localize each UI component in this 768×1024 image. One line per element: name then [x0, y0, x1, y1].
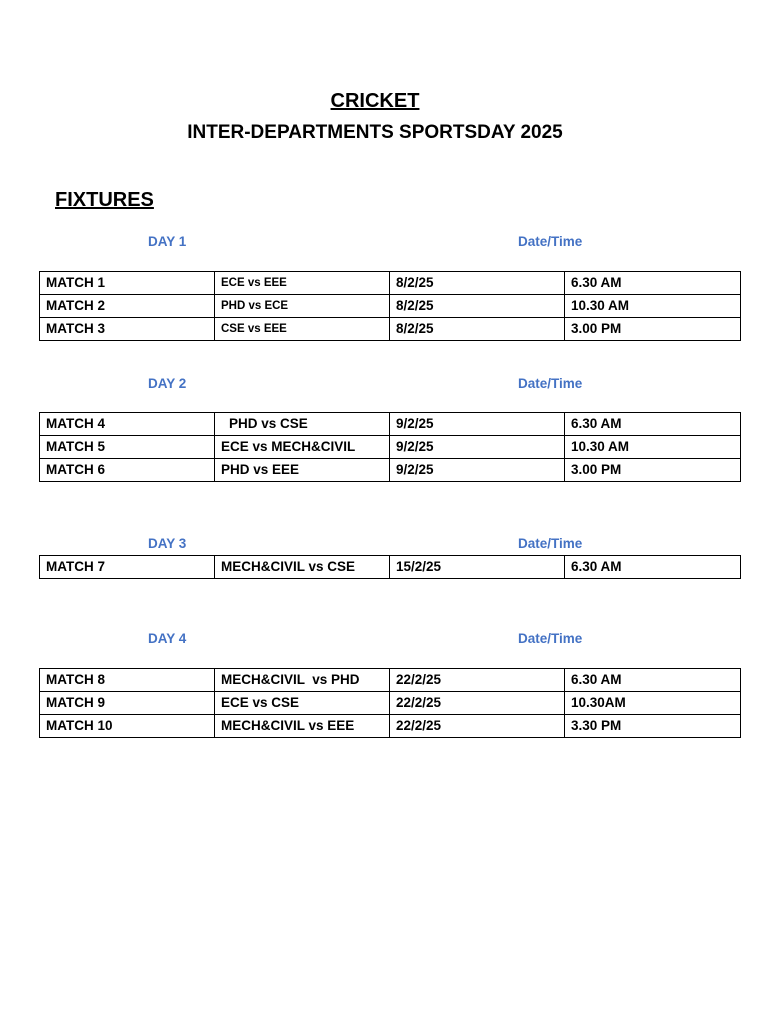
date-cell: 15/2/25 — [390, 556, 565, 579]
table-row — [40, 459, 741, 482]
match-cell: MATCH 2 — [40, 295, 215, 318]
day-2-label: DAY 2 — [148, 376, 187, 391]
teams-cell: MECH&CIVIL vs EEE — [215, 715, 390, 738]
day-1-label: DAY 1 — [148, 234, 187, 249]
day-3-label: DAY 3 — [148, 536, 187, 551]
day-1-fixtures-table — [39, 271, 741, 341]
match-cell: MATCH 7 — [40, 556, 215, 579]
date-cell: 22/2/25 — [390, 669, 565, 692]
document-subtitle: INTER-DEPARTMENTS SPORTSDAY 2025 — [187, 122, 563, 143]
teams-cell: ECE vs CSE — [215, 692, 390, 715]
section-heading-fixtures: FIXTURES — [55, 189, 154, 211]
date-cell: 22/2/25 — [390, 692, 565, 715]
table-row — [40, 272, 741, 295]
table-row — [40, 295, 741, 318]
teams-cell: ECE vs MECH&CIVIL — [215, 436, 390, 459]
match-cell: MATCH 1 — [40, 272, 215, 295]
time-cell: 6.30 AM — [565, 669, 741, 692]
match-cell: MATCH 6 — [40, 459, 215, 482]
match-cell: MATCH 9 — [40, 692, 215, 715]
teams-cell: MECH&CIVIL vs PHD — [215, 669, 390, 692]
teams-cell: ECE vs EEE — [215, 272, 390, 295]
table-row — [40, 669, 741, 692]
day-2-datetime-label: Date/Time — [518, 376, 583, 391]
match-cell: MATCH 3 — [40, 318, 215, 341]
teams-cell: PHD vs ECE — [215, 295, 390, 318]
time-cell: 3.00 PM — [565, 459, 741, 482]
date-cell: 9/2/25 — [390, 413, 565, 436]
date-cell: 8/2/25 — [390, 295, 565, 318]
day-3-fixtures-table — [39, 555, 741, 579]
day-2-fixtures-table — [39, 412, 741, 482]
time-cell: 3.30 PM — [565, 715, 741, 738]
match-cell: MATCH 8 — [40, 669, 215, 692]
day-4-fixtures-table — [39, 668, 741, 738]
teams-cell: PHD vs EEE — [215, 459, 390, 482]
table-row — [40, 556, 741, 579]
day-4-label: DAY 4 — [148, 631, 187, 646]
match-cell: MATCH 10 — [40, 715, 215, 738]
date-cell: 9/2/25 — [390, 459, 565, 482]
time-cell: 10.30 AM — [565, 436, 741, 459]
table-row — [40, 692, 741, 715]
table-row — [40, 318, 741, 341]
time-cell: 10.30AM — [565, 692, 741, 715]
time-cell: 10.30 AM — [565, 295, 741, 318]
day-1-datetime-label: Date/Time — [518, 234, 583, 249]
time-cell: 3.00 PM — [565, 318, 741, 341]
time-cell: 6.30 AM — [565, 272, 741, 295]
date-cell: 22/2/25 — [390, 715, 565, 738]
date-cell: 8/2/25 — [390, 318, 565, 341]
time-cell: 6.30 AM — [565, 413, 741, 436]
teams-cell: CSE vs EEE — [215, 318, 390, 341]
teams-cell: PHD vs CSE — [215, 413, 390, 436]
document-title: CRICKET — [330, 90, 420, 112]
date-cell: 9/2/25 — [390, 436, 565, 459]
match-cell: MATCH 5 — [40, 436, 215, 459]
date-cell: 8/2/25 — [390, 272, 565, 295]
time-cell: 6.30 AM — [565, 556, 741, 579]
table-row — [40, 436, 741, 459]
table-row — [40, 413, 741, 436]
table-row — [40, 715, 741, 738]
teams-cell: MECH&CIVIL vs CSE — [215, 556, 390, 579]
day-3-datetime-label: Date/Time — [518, 536, 583, 551]
day-4-datetime-label: Date/Time — [518, 631, 583, 646]
match-cell: MATCH 4 — [40, 413, 215, 436]
